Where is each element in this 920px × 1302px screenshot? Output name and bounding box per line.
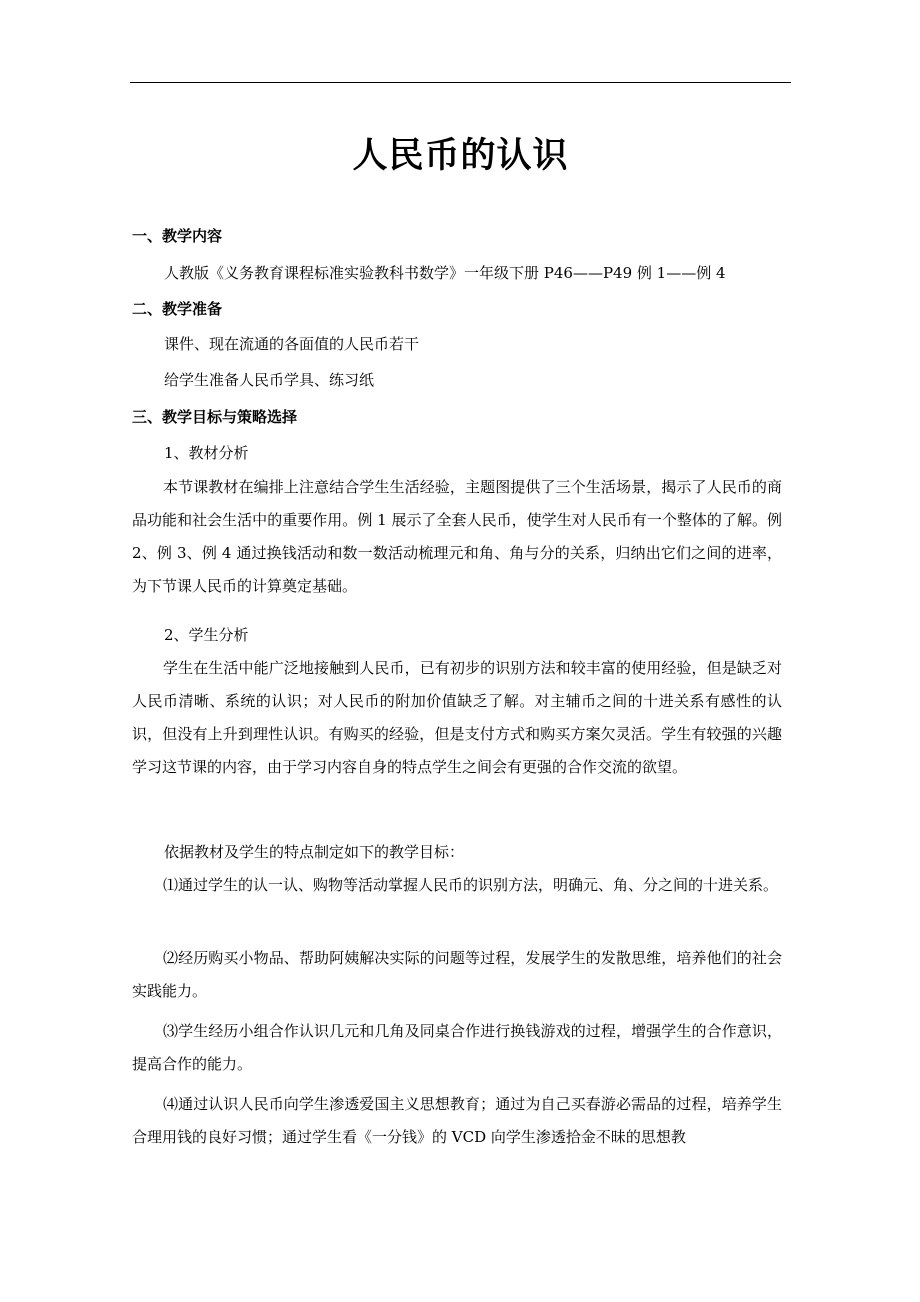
subheading-student-analysis: 2、学生分析 xyxy=(164,626,249,644)
textbook-analysis-paragraph: 本节课教材在编排上注意结合学生生活经验，主题图提供了三个生活场景，揭示了人民币的商品功能和社会生活中的重要作用。例 1 展示了全套人民币，使学生对人民币有一个整体的了解。例 2、例 3、例 4 通过换钱活动和数一数活动梳理元和角、角与分的关系，归纳出它们之间的进率，为下节课人民币的计算奠定基础。 xyxy=(132,478,782,595)
section-heading-goals: 三、教学目标与策略选择 xyxy=(132,408,298,426)
preparation-item: 课件、现在流通的各面值的人民币若干 xyxy=(164,335,420,353)
student-analysis-paragraph: 学生在生活中能广泛地接触到人民币，已有初步的识别方法和较丰富的使用经验，但是缺乏对人民币清晰、系统的认识；对人民币的附加价值缺乏了解。对主辅币之间的十进关系有感性的认识，但没有上升到理性认识。有购买的经验，但是支付方式和购买方案欠灵活。学生有较强的兴趣学习这节课的内容，由于学习内容自身的特点学生之间会有更强的合作交流的欲望。 xyxy=(132,659,782,776)
subheading-textbook-analysis: 1、教材分析 xyxy=(164,444,249,462)
goal-item: ⑷通过认识人民币向学生渗透爱国主义思想教育；通过为自己买春游必需品的过程，培养学生合理用钱的良好习惯；通过学生看《一分钱》的 VCD 向学生渗透拾金不昧的思想教 xyxy=(132,1095,782,1146)
header-rule xyxy=(130,82,791,83)
page-title: 人民币的认识 xyxy=(352,136,569,176)
goal-item: ⑴通过学生的认一认、购物等活动掌握人民币的识别方法，明确元、角、分之间的十进关系。 xyxy=(163,876,779,894)
goal-item: ⑵经历购买小物品、帮助阿姨解决实际的问题等过程，发展学生的发散思维，培养他们的社会实践能力。 xyxy=(132,949,782,1000)
goal-item: ⑶学生经历小组合作认识几元和几角及同桌合作进行换钱游戏的过程，增强学生的合作意识，提高合作的能力。 xyxy=(132,1022,782,1073)
content-text: 人教版《义务教育课程标准实验教科书数学》一年级下册 P46——P49 例 1——例 4 xyxy=(164,264,726,282)
goals-intro: 依据教材及学生的特点制定如下的教学目标： xyxy=(164,843,465,861)
section-heading-preparation: 二、教学准备 xyxy=(132,300,223,318)
preparation-item: 给学生准备人民币学具、练习纸 xyxy=(164,371,375,389)
section-heading-content: 一、教学内容 xyxy=(132,227,223,245)
